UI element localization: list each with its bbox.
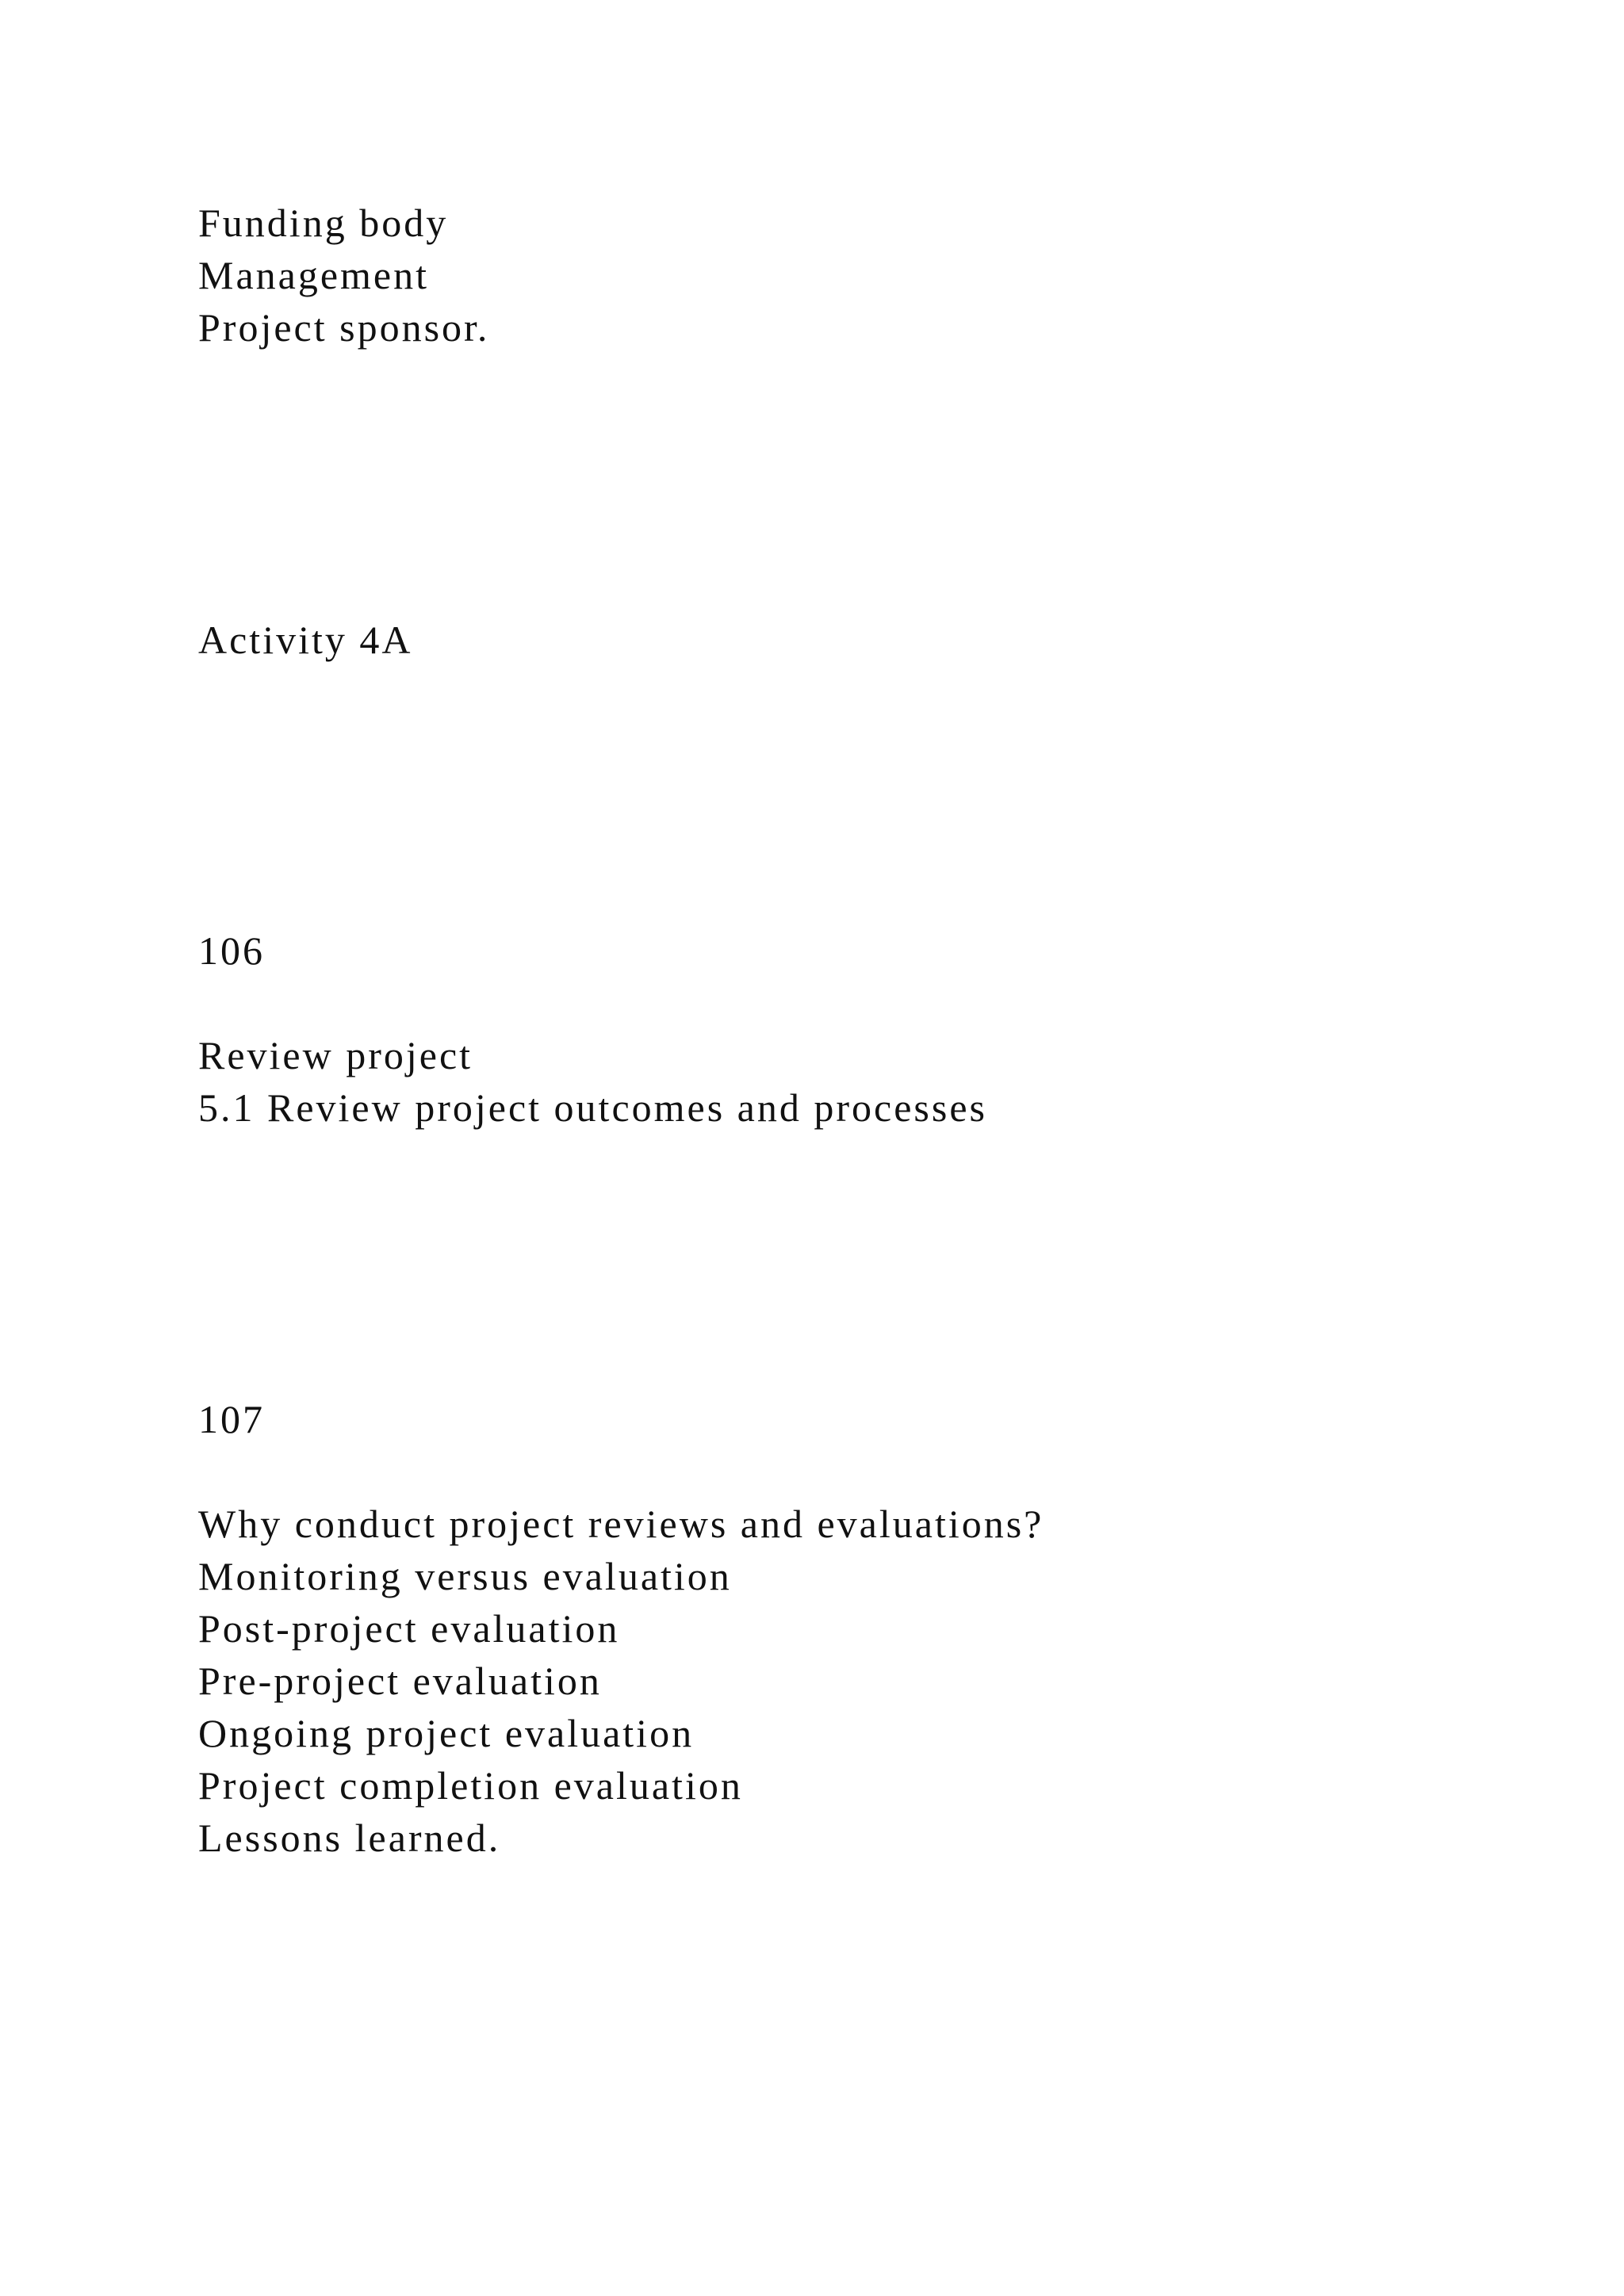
list-item: Funding body — [198, 201, 449, 245]
slide-number: 107 — [198, 1397, 265, 1441]
stakeholder-list — [198, 197, 489, 354]
list-item: Post-project evaluation — [198, 1606, 620, 1651]
list-item: Project sponsor. — [198, 305, 490, 350]
activity-section — [198, 614, 412, 666]
review-project-section — [198, 1029, 987, 1134]
list-item: Pre-project evaluation — [198, 1659, 602, 1703]
list-item: Lessons learned. — [198, 1816, 501, 1860]
list-item: Management — [198, 253, 430, 297]
list-item: Ongoing project evaluation — [198, 1711, 695, 1755]
activity-heading: Activity 4A — [198, 618, 413, 662]
slide-number-section — [198, 924, 265, 977]
section-title: Review project — [198, 1033, 473, 1077]
section-subtitle: 5.1 Review project outcomes and processes — [198, 1085, 987, 1130]
slide-number-section — [198, 1393, 265, 1445]
list-item: Monitoring versus evaluation — [198, 1554, 732, 1598]
evaluation-list — [198, 1498, 1044, 1864]
list-item: Project completion evaluation — [198, 1763, 743, 1808]
slide-number: 106 — [198, 928, 265, 973]
list-item: Why conduct project reviews and evaluations? — [198, 1502, 1044, 1546]
